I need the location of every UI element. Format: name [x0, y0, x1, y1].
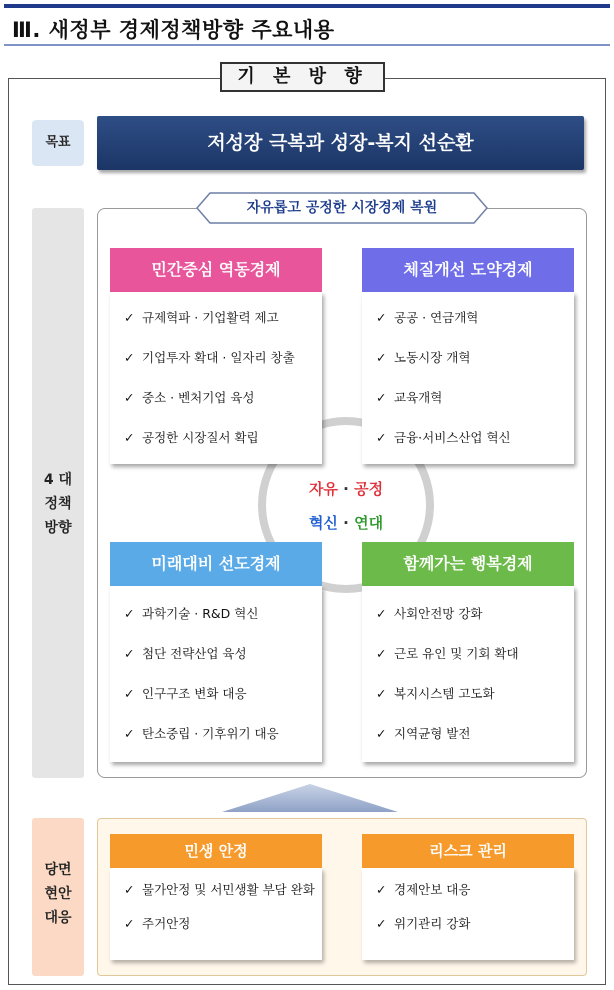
current-tag-line: 대응	[44, 910, 72, 926]
list-item-text: 공공 · 연금개혁	[394, 310, 479, 325]
list-item	[376, 348, 470, 366]
list-item-text: 경제안보 대응	[394, 882, 471, 897]
list-item-text: 중소 · 벤처기업 육성	[142, 390, 255, 405]
check-icon: ✓	[124, 726, 135, 741]
check-icon: ✓	[124, 686, 135, 701]
quadrant-list-together-happy	[362, 586, 574, 762]
check-icon: ✓	[376, 390, 387, 405]
center-separator: ·	[337, 514, 355, 532]
current-tag-line: 당면	[44, 862, 72, 878]
up-arrow-icon	[220, 782, 400, 814]
list-item	[376, 880, 470, 898]
list-item-text: 사회안전망 강화	[394, 606, 483, 621]
list-item	[124, 880, 315, 898]
current-tag-text	[32, 858, 84, 930]
quadrant-title-private-dynamic: 민간중심 역동경제	[110, 248, 322, 292]
restore-banner-text: 자유롭고 공정한 시장경제 복원	[246, 200, 438, 216]
quadrant-list-private-dynamic	[110, 292, 322, 464]
goal-tag: 목표	[32, 120, 84, 166]
section-title: Ⅲ. 새정부 경제정책방향 주요내용	[12, 18, 335, 42]
list-item	[376, 388, 442, 406]
basic-direction-label: 기 본 방 향	[220, 62, 385, 92]
list-item-text: 공정한 시장질서 확립	[142, 430, 259, 445]
check-icon: ✓	[124, 390, 135, 405]
check-icon: ✓	[124, 646, 135, 661]
list-item-text: 기업투자 확대 · 일자리 창출	[142, 350, 295, 365]
goal-banner: 저성장 극복과 성장-복지 선순환	[97, 116, 584, 170]
list-item	[376, 428, 511, 446]
check-icon: ✓	[124, 310, 135, 325]
list-item	[124, 684, 247, 702]
quadrant-title-structural-leap: 체질개선 도약경제	[362, 248, 574, 292]
center-line-1	[258, 478, 434, 499]
section-header	[4, 4, 610, 46]
current-list-livelihood	[110, 868, 322, 960]
list-item-text: 과학기술 · R&D 혁신	[142, 606, 259, 621]
check-icon: ✓	[376, 310, 387, 325]
current-issues-tag	[32, 818, 84, 976]
current-title-livelihood: 민생 안정	[110, 834, 322, 868]
list-item	[124, 724, 279, 742]
center-line-2	[258, 512, 434, 533]
quadrant-title-future-leading: 미래대비 선도경제	[110, 542, 322, 586]
list-item-text: 첨단 전략산업 육성	[142, 646, 247, 661]
check-icon: ✓	[376, 726, 387, 741]
policy-tag-text	[32, 468, 84, 540]
center-separator: ·	[337, 480, 355, 498]
list-item-text: 위기관리 강화	[394, 916, 471, 931]
list-item-text: 노동시장 개혁	[394, 350, 471, 365]
list-item-text: 복지시스템 고도화	[394, 686, 495, 701]
header-bottom-rule	[4, 44, 610, 46]
check-icon: ✓	[376, 430, 387, 445]
current-list-risk	[362, 868, 574, 960]
list-item-text: 인구구조 변화 대응	[142, 686, 247, 701]
quadrant-list-future-leading	[110, 586, 322, 762]
list-item	[376, 684, 495, 702]
list-item-text: 교육개혁	[394, 390, 443, 405]
check-icon: ✓	[124, 350, 135, 365]
check-icon: ✓	[376, 882, 387, 897]
quadrant-title-together-happy: 함께가는 행복경제	[362, 542, 574, 586]
list-item	[124, 644, 247, 662]
policy-tag-line: 정책	[44, 496, 72, 512]
check-icon: ✓	[124, 882, 135, 897]
list-item	[124, 604, 258, 622]
check-icon: ✓	[376, 606, 387, 621]
list-item	[376, 914, 470, 932]
list-item	[376, 724, 470, 742]
list-item-text: 규제혁파 · 기업활력 제고	[142, 310, 279, 325]
policy-tag	[32, 208, 84, 778]
list-item	[376, 604, 483, 622]
list-item	[124, 428, 259, 446]
policy-tag-line: 4 대	[43, 472, 73, 488]
list-item	[376, 644, 519, 662]
list-item-text: 주거안정	[142, 916, 191, 931]
center-word-innovation: 혁신	[308, 514, 338, 532]
check-icon: ✓	[376, 916, 387, 931]
list-item-text: 물가안정 및 서민생활 부담 완화	[142, 882, 315, 897]
center-word-freedom: 자유	[308, 480, 338, 498]
list-item-text: 근로 유인 및 기회 확대	[394, 646, 519, 661]
check-icon: ✓	[124, 916, 135, 931]
current-tag-line: 현안	[44, 886, 72, 902]
list-item	[124, 388, 255, 406]
list-item	[124, 308, 279, 326]
list-item	[124, 348, 295, 366]
header-top-rule	[4, 4, 610, 8]
list-item-text: 금융·서비스산업 혁신	[394, 430, 511, 445]
check-icon: ✓	[376, 350, 387, 365]
check-icon: ✓	[124, 430, 135, 445]
list-item	[124, 914, 190, 932]
list-item-text: 지역균형 발전	[394, 726, 471, 741]
center-word-solidarity: 연대	[354, 514, 384, 532]
current-title-risk: 리스크 관리	[362, 834, 574, 868]
list-item-text: 탄소중립 · 기후위기 대응	[142, 726, 279, 741]
check-icon: ✓	[376, 646, 387, 661]
check-icon: ✓	[376, 686, 387, 701]
policy-tag-line: 방향	[44, 520, 72, 536]
list-item	[376, 308, 478, 326]
quadrant-list-structural-leap	[362, 292, 574, 464]
restore-banner	[196, 192, 488, 224]
center-word-fairness: 공정	[354, 480, 384, 498]
check-icon: ✓	[124, 606, 135, 621]
